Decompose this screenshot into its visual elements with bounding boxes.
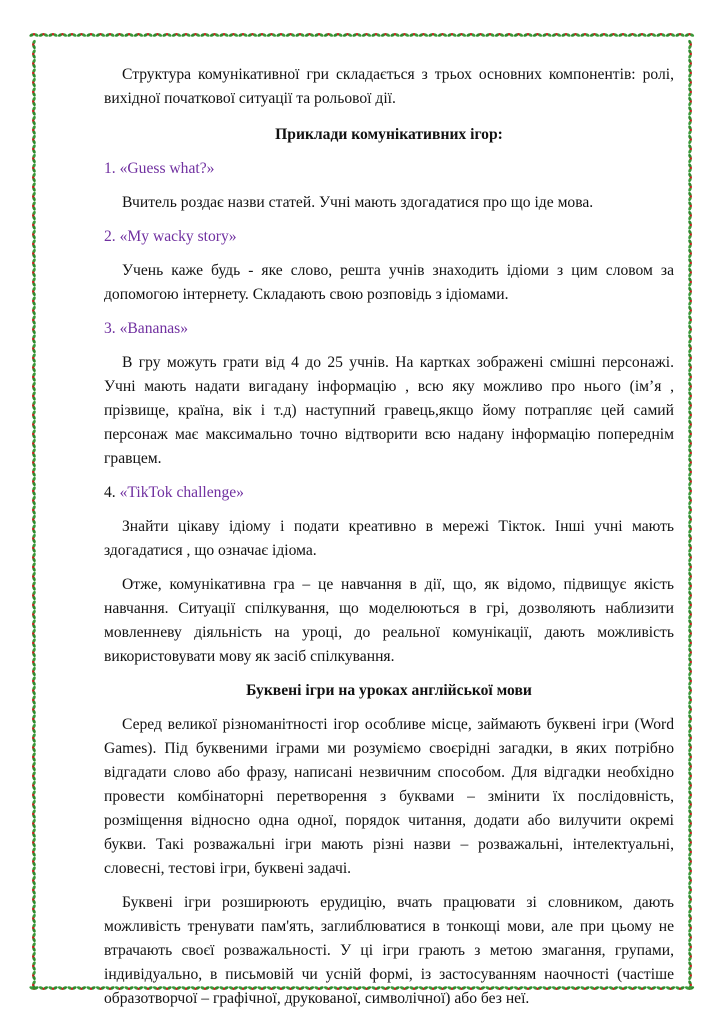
- holly-icon: [32, 96, 37, 106]
- holly-icon: [688, 248, 693, 258]
- holly-icon: [32, 809, 37, 819]
- holly-icon: [32, 885, 37, 895]
- holly-icon: [688, 87, 693, 97]
- holly-icon: [688, 486, 693, 496]
- holly-icon: [32, 723, 37, 733]
- holly-icon: [688, 543, 693, 553]
- holly-icon: [32, 619, 37, 629]
- holly-icon: [95, 33, 105, 38]
- holly-icon: [627, 33, 637, 38]
- holly-icon: [32, 923, 37, 933]
- holly-icon: [688, 381, 693, 391]
- holly-icon: [688, 438, 693, 448]
- holly-icon: [688, 666, 693, 676]
- holly-icon: [228, 33, 238, 38]
- holly-icon: [32, 248, 37, 258]
- holly-icon: [67, 33, 77, 38]
- holly-icon: [32, 866, 37, 876]
- holly-icon: [688, 324, 693, 334]
- holly-icon: [32, 153, 37, 163]
- holly-icon: [688, 419, 693, 429]
- holly-icon: [688, 172, 693, 182]
- holly-icon: [32, 590, 37, 600]
- holly-icon: [688, 685, 693, 695]
- holly-icon: [688, 239, 693, 249]
- holly-icon: [688, 495, 693, 505]
- holly-icon: [688, 163, 693, 173]
- holly-icon: [688, 695, 693, 705]
- holly-icon: [86, 33, 96, 38]
- holly-icon: [32, 942, 37, 952]
- holly-icon: [447, 33, 457, 38]
- holly-icon: [485, 33, 495, 38]
- holly-icon: [688, 125, 693, 135]
- holly-icon: [32, 134, 37, 144]
- holly-icon: [32, 391, 37, 401]
- holly-icon: [32, 970, 37, 980]
- holly-icon: [32, 790, 37, 800]
- holly-icon: [665, 33, 675, 38]
- holly-icon: [257, 33, 267, 38]
- holly-icon: [38, 33, 48, 38]
- holly-icon: [32, 742, 37, 752]
- holly-icon: [152, 33, 162, 38]
- holly-icon: [688, 191, 693, 201]
- holly-icon: [688, 581, 693, 591]
- holly-icon: [688, 790, 693, 800]
- holly-icon: [32, 429, 37, 439]
- summary-paragraph: Отже, комунікативна гра – це навчання в дії, що, як відомо, підвищує якість навчання. Ситуації спілкування, що моделюються в грі, дозволяють наблизити мовленневу діяльність на уроці, до реальної комунікації, дають можливість використовувати мову як засіб спілкування.: [104, 576, 674, 665]
- holly-icon: [32, 49, 37, 59]
- holly-icon: [688, 552, 693, 562]
- holly-icon: [32, 552, 37, 562]
- holly-icon: [32, 571, 37, 581]
- holly-icon: [32, 913, 37, 923]
- holly-icon: [688, 638, 693, 648]
- holly-icon: [200, 33, 210, 38]
- holly-icon: [589, 33, 599, 38]
- holly-icon: [32, 799, 37, 809]
- holly-icon: [688, 467, 693, 477]
- holly-icon: [494, 33, 504, 38]
- holly-icon: [688, 277, 693, 287]
- holly-icon: [32, 685, 37, 695]
- holly-icon: [688, 733, 693, 743]
- holly-icon: [688, 68, 693, 78]
- holly-icon: [32, 676, 37, 686]
- holly-icon: [219, 33, 229, 38]
- holly-icon: [32, 210, 37, 220]
- holly-icon: [688, 676, 693, 686]
- holly-icon: [688, 866, 693, 876]
- holly-icon: [688, 932, 693, 942]
- holly-icon: [32, 476, 37, 486]
- holly-icon: [688, 742, 693, 752]
- holly-icon: [688, 58, 693, 68]
- holly-icon: [32, 106, 37, 116]
- holly-icon: [688, 913, 693, 923]
- holly-icon: [32, 666, 37, 676]
- holly-icon: [32, 875, 37, 885]
- holly-icon: [181, 33, 191, 38]
- holly-icon: [532, 33, 542, 38]
- holly-icon: [209, 33, 219, 38]
- holly-icon: [32, 353, 37, 363]
- holly-icon: [688, 647, 693, 657]
- holly-icon: [409, 33, 419, 38]
- holly-icon: [32, 695, 37, 705]
- holly-icon: [688, 590, 693, 600]
- holly-icon: [437, 33, 447, 38]
- holly-icon: [688, 894, 693, 904]
- holly-icon: [688, 343, 693, 353]
- holly-icon: [48, 986, 58, 991]
- holly-icon: [688, 229, 693, 239]
- holly-icon: [688, 96, 693, 106]
- examples-heading: Приклади комунікативних ігор:: [275, 126, 503, 143]
- holly-icon: [32, 628, 37, 638]
- holly-icon: [688, 144, 693, 154]
- item-3-description: В гру можуть грати від 4 до 25 учнів. На картках зображені смішні персонажі. Учні мають надати вигадану інформацію , всю яку можливо про нього (ім’я , прізвище, країна, вік і т.д) наступний гравець,якщо йому потрапляє цей самий персонаж має максимально точно відтворити всю надану інформацію попереднім гравцем.: [104, 354, 674, 467]
- holly-icon: [684, 33, 694, 38]
- holly-icon: [190, 33, 200, 38]
- holly-icon: [688, 153, 693, 163]
- holly-icon: [32, 419, 37, 429]
- holly-icon: [390, 33, 400, 38]
- holly-icon: [32, 334, 37, 344]
- holly-icon: [688, 210, 693, 220]
- holly-icon: [570, 33, 580, 38]
- holly-icon: [32, 39, 37, 49]
- holly-icon: [32, 780, 37, 790]
- holly-icon: [688, 904, 693, 914]
- holly-icon: [32, 828, 37, 838]
- document-page: [104, 63, 674, 1011]
- holly-icon: [688, 296, 693, 306]
- holly-icon: [688, 714, 693, 724]
- holly-icon: [688, 353, 693, 363]
- holly-icon: [32, 343, 37, 353]
- holly-icon: [32, 87, 37, 97]
- holly-icon: [32, 894, 37, 904]
- holly-icon: [133, 33, 143, 38]
- holly-icon: [688, 533, 693, 543]
- holly-icon: [361, 33, 371, 38]
- holly-icon: [162, 33, 172, 38]
- holly-icon: [48, 33, 58, 38]
- holly-icon: [32, 818, 37, 828]
- holly-icon: [688, 771, 693, 781]
- holly-icon: [143, 33, 153, 38]
- word-games-paragraph-1: Серед великої різноманітності ігор особливе місце, займають буквені ігри (Word Games). Під буквеними іграми ми розуміємо своєрідні загадки, в яких потрібно відгадати слово або фразу, написані незвичним способом. Для відгадки необхідно провести комбінаторні перетворення з буквами – змінити їх послідовність, розміщення відносно одна одної, порядок читання, додати або вилучити окремі букви. Такі розважальні ігри мають різні назви – розважальні, інтелектуальні, словесні, тестові ігри, буквені задачі.: [104, 716, 674, 877]
- holly-icon: [688, 305, 693, 315]
- holly-icon: [688, 856, 693, 866]
- holly-icon: [688, 182, 693, 192]
- holly-icon: [86, 986, 96, 991]
- holly-icon: [32, 229, 37, 239]
- holly-icon: [32, 372, 37, 382]
- holly-icon: [32, 657, 37, 667]
- holly-icon: [32, 638, 37, 648]
- holly-icon: [688, 400, 693, 410]
- holly-icon: [688, 524, 693, 534]
- holly-icon: [76, 33, 86, 38]
- holly-icon: [32, 239, 37, 249]
- holly-icon: [688, 609, 693, 619]
- holly-icon: [688, 49, 693, 59]
- intro-paragraph: Структура комунікативної гри складається з трьох основних компонентів: ролі, вихідної початкової ситуації та рольової дії.: [104, 66, 674, 107]
- holly-icon: [688, 847, 693, 857]
- holly-icon: [504, 33, 514, 38]
- holly-icon: [32, 163, 37, 173]
- holly-icon: [32, 191, 37, 201]
- holly-icon: [688, 723, 693, 733]
- item-2-description: Учень каже будь - яке слово, решта учнів знаходить ідіоми з цим словом за допомогою інтернету. Складають свою розповідь з ідіомами.: [104, 262, 674, 303]
- holly-icon: [76, 986, 86, 991]
- holly-icon: [542, 33, 552, 38]
- holly-icon: [32, 514, 37, 524]
- holly-icon: [32, 647, 37, 657]
- holly-icon: [688, 885, 693, 895]
- holly-icon: [32, 400, 37, 410]
- holly-icon: [688, 780, 693, 790]
- holly-icon: [342, 33, 352, 38]
- holly-icon: [333, 33, 343, 38]
- holly-icon: [688, 334, 693, 344]
- holly-icon: [32, 258, 37, 268]
- holly-icon: [32, 961, 37, 971]
- holly-icon: [352, 33, 362, 38]
- holly-icon: [688, 134, 693, 144]
- holly-icon: [32, 267, 37, 277]
- holly-icon: [688, 799, 693, 809]
- holly-icon: [32, 172, 37, 182]
- holly-icon: [688, 752, 693, 762]
- holly-icon: [32, 581, 37, 591]
- holly-icon: [32, 410, 37, 420]
- holly-icon: [608, 33, 618, 38]
- holly-icon: [688, 315, 693, 325]
- holly-icon: [32, 68, 37, 78]
- holly-icon: [32, 609, 37, 619]
- holly-icon: [32, 362, 37, 372]
- item-4-title: 4. «TikTok challenge»: [104, 484, 244, 501]
- holly-icon: [688, 77, 693, 87]
- holly-icon: [32, 457, 37, 467]
- holly-icon: [171, 33, 181, 38]
- holly-icon: [32, 752, 37, 762]
- holly-icon: [688, 201, 693, 211]
- holly-icon: [688, 704, 693, 714]
- holly-icon: [29, 33, 39, 38]
- holly-icon: [688, 951, 693, 961]
- holly-icon: [32, 904, 37, 914]
- holly-icon: [32, 144, 37, 154]
- holly-icon: [32, 856, 37, 866]
- holly-icon: [304, 33, 314, 38]
- holly-icon: [266, 33, 276, 38]
- holly-icon: [688, 106, 693, 116]
- holly-icon: [688, 628, 693, 638]
- holly-icon: [688, 657, 693, 667]
- holly-icon: [57, 986, 67, 991]
- holly-icon: [428, 33, 438, 38]
- holly-icon: [32, 115, 37, 125]
- holly-icon: [688, 286, 693, 296]
- holly-icon: [380, 33, 390, 38]
- holly-icon: [688, 429, 693, 439]
- holly-icon: [32, 533, 37, 543]
- holly-icon: [688, 828, 693, 838]
- holly-icon: [323, 33, 333, 38]
- holly-icon: [32, 381, 37, 391]
- holly-icon: [688, 942, 693, 952]
- holly-icon: [688, 514, 693, 524]
- holly-icon: [688, 818, 693, 828]
- holly-icon: [688, 476, 693, 486]
- holly-icon: [675, 33, 685, 38]
- item-1-description: Вчитель роздає назви статей. Учні мають здогадатися про що іде мова.: [122, 194, 594, 211]
- holly-icon: [32, 951, 37, 961]
- holly-icon: [32, 847, 37, 857]
- holly-icon: [32, 562, 37, 572]
- holly-icon: [688, 875, 693, 885]
- holly-icon: [32, 733, 37, 743]
- holly-icon: [247, 33, 257, 38]
- holly-icon: [561, 33, 571, 38]
- holly-icon: [688, 619, 693, 629]
- holly-icon: [580, 33, 590, 38]
- holly-icon: [688, 457, 693, 467]
- holly-icon: [32, 495, 37, 505]
- holly-icon: [67, 986, 77, 991]
- holly-icon: [688, 267, 693, 277]
- holly-icon: [399, 33, 409, 38]
- holly-icon: [32, 600, 37, 610]
- holly-icon: [32, 277, 37, 287]
- item-3-title: 3. «Bananas»: [104, 320, 189, 337]
- holly-icon: [32, 182, 37, 192]
- holly-icon: [599, 33, 609, 38]
- holly-icon: [688, 761, 693, 771]
- holly-icon: [32, 524, 37, 534]
- word-games-paragraph-2: Буквені ігри розширюють ерудицію, вчать працювати зі словником, дають можливість тренувати пам'ять, заглиблюватися в тонкощі мови, але при цьому не втрачають своєї розважальності. У ці ігри грають з метою змагання, групами, індивідуально, в письмовій чи усній формі, із застосуванням наочності (частіше образотворчої – графічної, друкованої, символічної) або без неї.: [104, 894, 674, 1007]
- holly-icon: [688, 923, 693, 933]
- holly-icon: [688, 505, 693, 515]
- holly-icon: [314, 33, 324, 38]
- holly-icon: [32, 438, 37, 448]
- holly-icon: [618, 33, 628, 38]
- holly-icon: [688, 809, 693, 819]
- holly-icon: [32, 837, 37, 847]
- holly-icon: [32, 286, 37, 296]
- holly-icon: [32, 932, 37, 942]
- holly-icon: [656, 33, 666, 38]
- holly-icon: [688, 970, 693, 980]
- holly-icon: [32, 296, 37, 306]
- holly-icon: [276, 33, 286, 38]
- holly-icon: [688, 362, 693, 372]
- holly-icon: [523, 33, 533, 38]
- holly-icon: [32, 714, 37, 724]
- holly-icon: [32, 315, 37, 325]
- holly-icon: [32, 543, 37, 553]
- holly-icon: [688, 115, 693, 125]
- holly-icon: [32, 486, 37, 496]
- holly-icon: [688, 39, 693, 49]
- holly-icon: [688, 961, 693, 971]
- holly-icon: [32, 771, 37, 781]
- holly-icon: [32, 761, 37, 771]
- holly-icon: [456, 33, 466, 38]
- holly-icon: [466, 33, 476, 38]
- holly-icon: [114, 33, 124, 38]
- item-2-title: 2. «My wacky story»: [104, 228, 237, 245]
- holly-icon: [32, 505, 37, 515]
- holly-icon: [32, 125, 37, 135]
- holly-icon: [295, 33, 305, 38]
- holly-icon: [285, 33, 295, 38]
- holly-icon: [32, 201, 37, 211]
- holly-icon: [32, 77, 37, 87]
- holly-icon: [32, 704, 37, 714]
- holly-icon: [32, 58, 37, 68]
- holly-icon: [475, 33, 485, 38]
- holly-icon: [688, 391, 693, 401]
- holly-icon: [32, 467, 37, 477]
- holly-icon: [371, 33, 381, 38]
- holly-icon: [32, 305, 37, 315]
- holly-icon: [646, 33, 656, 38]
- holly-icon: [688, 410, 693, 420]
- holly-icon: [688, 600, 693, 610]
- holly-icon: [688, 448, 693, 458]
- holly-icon: [57, 33, 67, 38]
- holly-icon: [418, 33, 428, 38]
- holly-icon: [124, 33, 134, 38]
- holly-icon: [32, 324, 37, 334]
- holly-icon: [513, 33, 523, 38]
- holly-icon: [32, 448, 37, 458]
- item-1-title: 1. «Guess what?»: [104, 160, 215, 177]
- holly-icon: [688, 372, 693, 382]
- holly-icon: [688, 258, 693, 268]
- item-4-description: Знайти цікаву ідіому і подати креативно в мережі Тікток. Інші учні мають здогадатися , що означає ідіома.: [104, 518, 674, 559]
- holly-icon: [551, 33, 561, 38]
- holly-icon: [32, 220, 37, 230]
- holly-icon: [688, 562, 693, 572]
- holly-icon: [675, 986, 685, 991]
- word-games-heading: Буквені ігри на уроках англійської мови: [246, 682, 532, 699]
- holly-icon: [688, 220, 693, 230]
- holly-icon: [637, 33, 647, 38]
- holly-icon: [688, 571, 693, 581]
- holly-icon: [688, 837, 693, 847]
- holly-icon: [105, 33, 115, 38]
- holly-icon: [38, 986, 48, 991]
- holly-icon: [238, 33, 248, 38]
